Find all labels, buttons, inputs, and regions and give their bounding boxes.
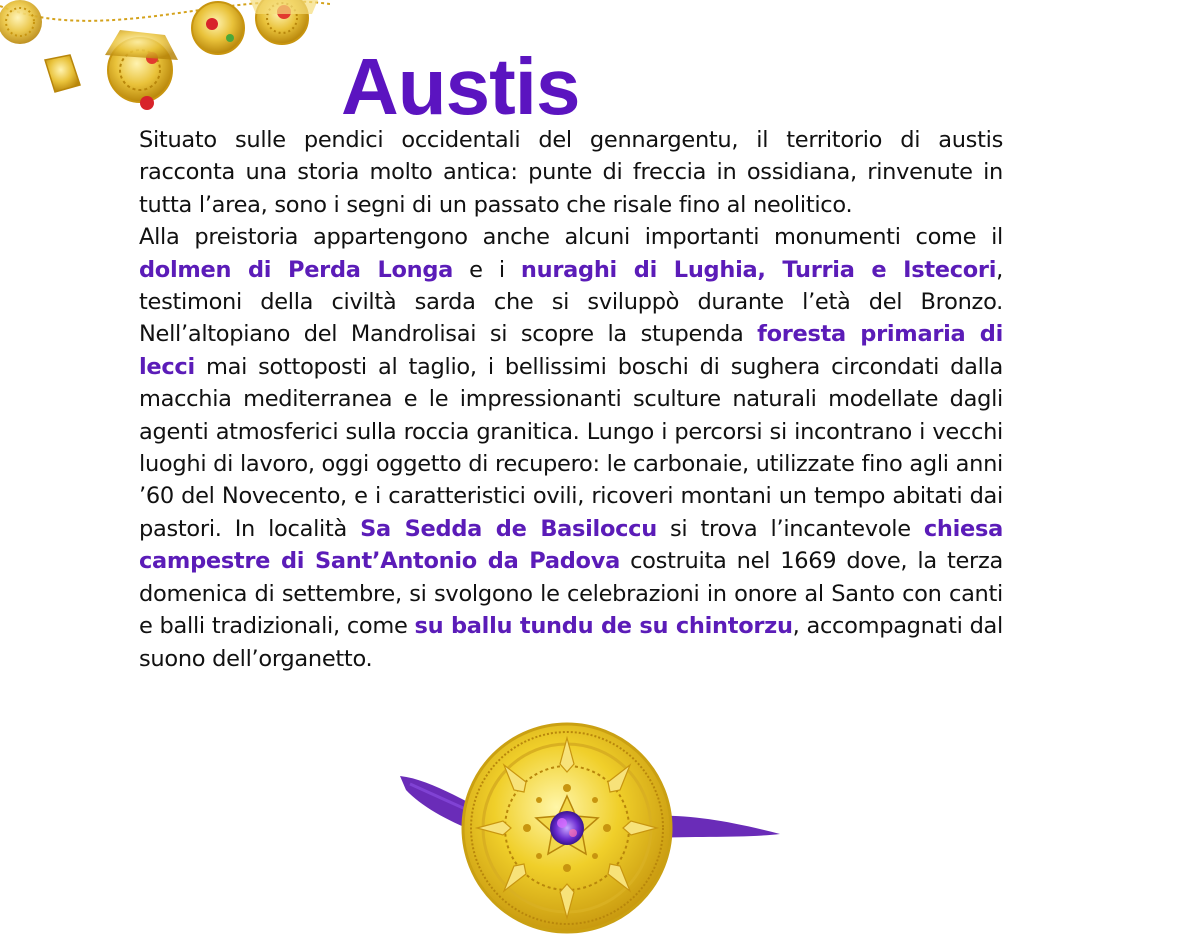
- sardinian-gold-medallion-icon: [396, 720, 786, 934]
- highlight-foresta: foresta primaria di lecci: [139, 321, 1003, 380]
- text-segment: si trova l’incantevole: [656, 515, 924, 542]
- gold-filigree-jewelry-icon: [0, 0, 330, 120]
- highlight-chiesa: chiesa campestre di Sant’Antonio da Padova: [139, 515, 1003, 575]
- highlight-dolmen: dolmen di Perda Longa: [139, 256, 454, 283]
- paragraph-main: [139, 221, 1003, 675]
- text-segment: e i: [453, 256, 521, 283]
- text-segment: mai sottoposti al taglio, i bellissimi boschi di sughera circondati dalla macchia mediterranea e le impressionanti sculture naturali modellate dagli agenti atmosferici sulla roccia granitica. Lungo i percorsi si incontrano i vecchi luoghi di lavoro, oggi oggetto di recupero: le carbonaie, utilizzate fino agli anni ’60 del Novecento, e i caratteristici ovili, ricoveri montani un tempo abitati dai pastori. In località: [139, 353, 1003, 542]
- article-body: [139, 124, 1003, 675]
- text-segment: Alla preistoria appartengono anche alcuni importanti monumenti come il: [139, 224, 1003, 251]
- text-segment: , accompagnati dal suono dell’organetto.: [139, 613, 1003, 672]
- highlight-nuraghi: nuraghi di Lughia, Turria e Istecori: [520, 256, 997, 283]
- text-segment: , testimoni della civiltà sarda che si sviluppò durante l’età del Bronzo. Nell’altopiano del Mandrolisai si scopre la stupenda: [139, 256, 1003, 348]
- highlight-ballu-tundu: su ballu tundu de su chintorzu: [414, 613, 793, 640]
- paragraph-intro: Situato sulle pendici occidentali del gennargentu, il territorio di austis racconta una storia molto antica: punte di freccia in ossidiana, rinvenute in tutta l’area, sono i segni di un passato che risale fino al neolitico.: [139, 127, 1003, 218]
- page-title: Austis: [341, 42, 580, 131]
- text-segment: costruita nel 1669 dove, la terza domenica di settembre, si svolgono le celebrazioni in onore al Santo con canti e balli tradizionali, come: [139, 548, 1003, 640]
- highlight-sa-sedda: Sa Sedda de Basiloccu: [360, 515, 657, 542]
